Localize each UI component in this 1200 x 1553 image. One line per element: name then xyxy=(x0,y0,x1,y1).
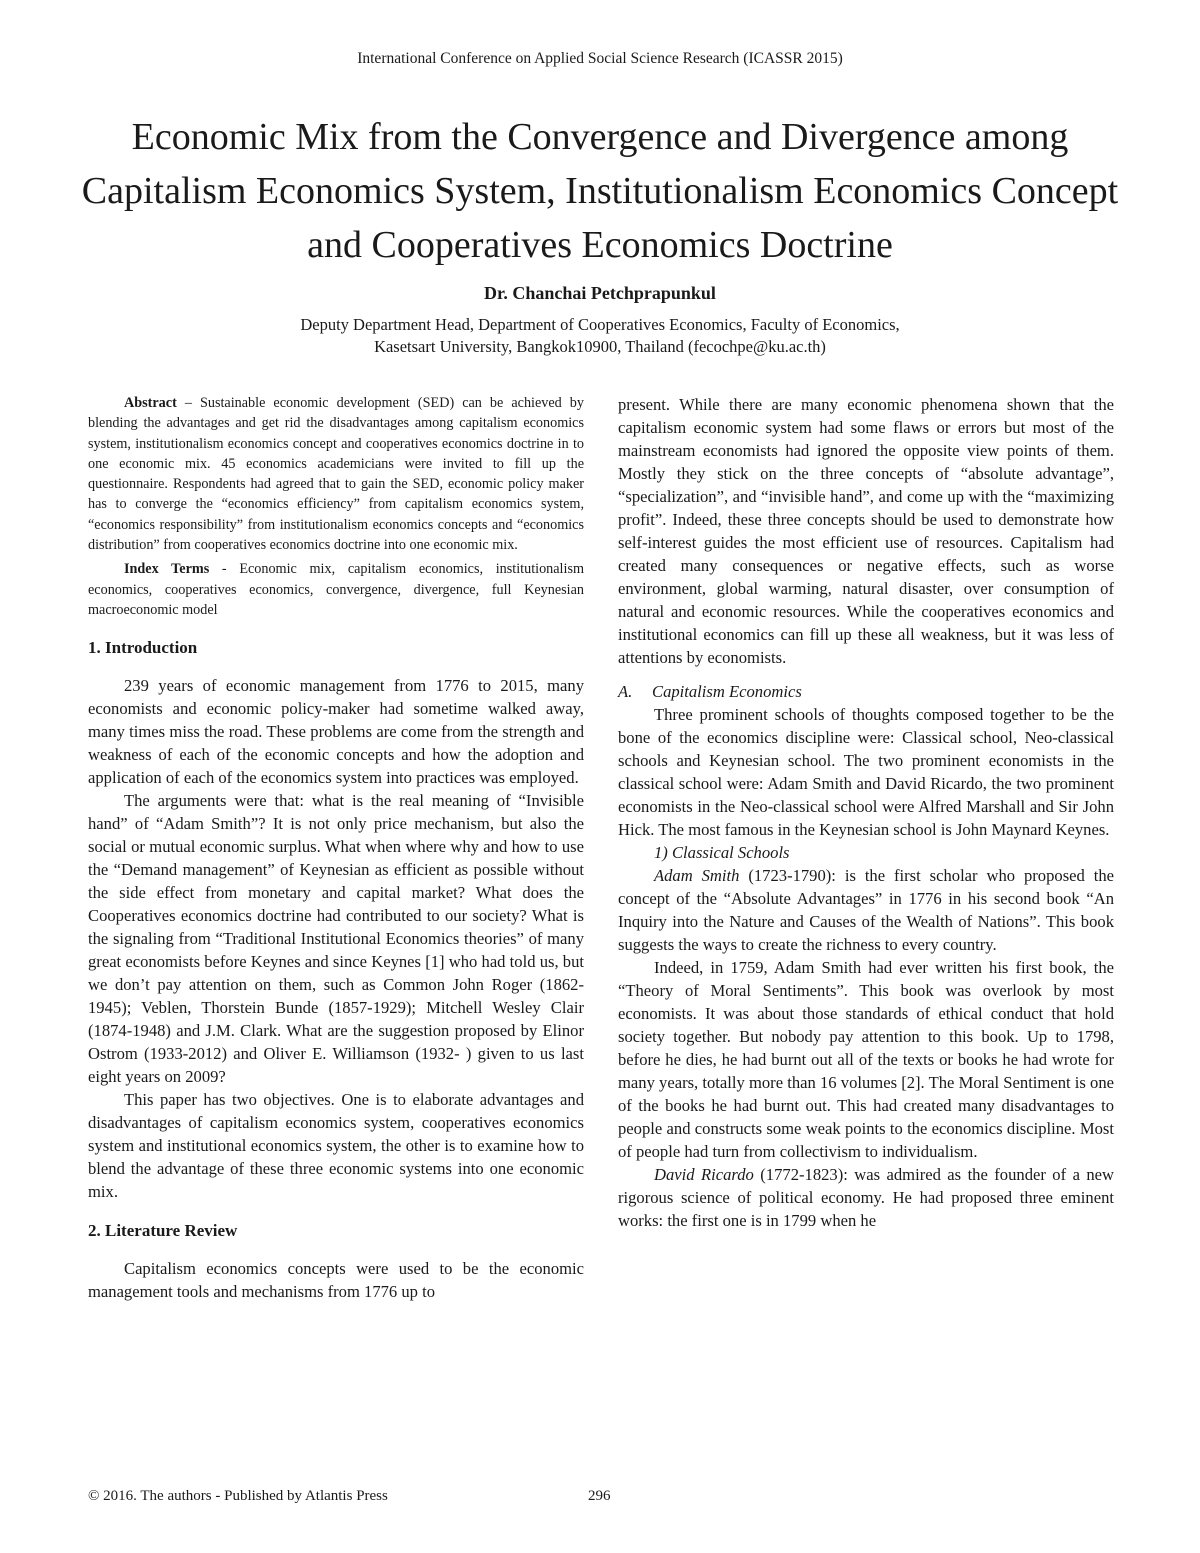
page-number: 296 xyxy=(588,1488,611,1504)
intro-paragraph-3: This paper has two objectives. One is to elaborate advantages and disadvantages of capitalism economics system, cooperatives economics system and institutional economics system, the other is to examine how to blend the advantage of these three economic systems into one economic mix. xyxy=(88,1090,584,1202)
capitalism-paragraph: Three prominent schools of thoughts composed together to be the bone of the economics discipline were: Classical school, Neo-classical schools and Keynesian school. The two prominent economists in the classical school were: Adam Smith and David Ricardo, the two prominent economists in the Neo-classical school were Alfred Marshall and Sir John Hick. The most famous in the Keynesian school is John Maynard Keynes. xyxy=(618,705,1114,839)
left-column xyxy=(88,393,584,1303)
author-name: Dr. Chanchai Petchprapunkul xyxy=(484,283,716,303)
adam-smith-paragraph-2: Indeed, in 1759, Adam Smith had ever written his first book, the “Theory of Moral Sentiments”. This book was overlook by most economists. It was about those standards of ethical conduct that hold society together. But nobody pay attention to this book. Up to 1798, before he dies, he had burnt out all of the texts or books he had wrote for many years, totally more than 16 volumes [2]. The Moral Sentiment is one of the books he had burnt out. This had created many disadvantages to people and constructs some weak points to the economics discipline. Most of people had turn from collectivism to individualism. xyxy=(618,958,1114,1161)
intro-paragraph-1: 239 years of economic management from 1776 to 2015, many economists and economic policy-maker had sometime walked away, many times miss the road. These problems are come from the strength and weakness of each of the economic concepts and how the adoption and application of each of the economics system into practices was employed. xyxy=(88,676,584,788)
index-terms xyxy=(88,559,584,620)
subsection-heading-capitalism xyxy=(618,680,1114,703)
abstract xyxy=(88,393,584,555)
david-ricardo-name: David Ricardo xyxy=(654,1165,754,1184)
section-heading-introduction: 1. Introduction xyxy=(88,638,198,658)
david-ricardo-paragraph xyxy=(618,1163,1114,1232)
index-terms-label: Index Terms xyxy=(124,561,210,578)
adam-smith-text: (1723-1790): is the first scholar who proposed the concept of the “Absolute Advantages” in 1776 in his second book “An Inquiry into the Nature and Causes of the Wealth of Nations”. This book suggests the ways to create the richness to every country. xyxy=(618,866,1114,954)
right-column xyxy=(618,393,1114,1232)
running-head: International Conference on Applied Social Science Research (ICASSR 2015) xyxy=(357,50,843,67)
abstract-label: Abstract xyxy=(124,395,177,411)
adam-smith-paragraph-1 xyxy=(618,864,1114,956)
right-paragraph-1: present. While there are many economic phenomena shown that the capitalism economic system had some flaws or errors but most of the mainstream economists had ignored the opposite view points of them. Mostly they stick on the three concepts of “absolute advantage”, “specialization”, and “invisible hand”, and come up with the “maximizing profit”. Indeed, these three concepts should be used to demonstrate how self-interest guides the most efficient use of resources. Capitalism had created many consequences or negative effects, such as worse environment, global warming, natural disaster, over consumption of natural and economic resources. While the cooperatives economics and institutional economics can fill up these all weakness, but it was less of attentions by economists. xyxy=(618,395,1114,667)
literature-paragraph-1: Capitalism economics concepts were used to be the economic management tools and mechanisms from 1776 up to xyxy=(88,1259,584,1302)
adam-smith-name: Adam Smith xyxy=(654,866,740,885)
affiliation-line-2: Kasetsart University, Bangkok10900, Thailand (fecochpe@ku.ac.th) xyxy=(374,337,826,356)
paper-title: Economic Mix from the Convergence and Divergence among Capitalism Economics System, Institutionalism Economics Concept and Cooperatives Economics Doctrine xyxy=(81,116,1119,266)
section-heading-literature-review: 2. Literature Review xyxy=(88,1221,238,1241)
affiliation-line-1: Deputy Department Head, Department of Cooperatives Economics, Faculty of Economics, xyxy=(300,315,900,334)
subsubsection-heading-classical: 1) Classical Schools xyxy=(654,843,790,862)
intro-paragraph-2: The arguments were that: what is the real meaning of “Invisible hand” of “Adam Smith”? It is not only price mechanism, but also the social or mutual economic surplus. What when where why and how to use the “Demand management” of Keynesian as efficient as possible without the side effect from monetary and capital market? What does the Cooperatives economics doctrine had contributed to our society? What is the signaling from “Traditional Institutional Economics theories” of many great economists before Keynes and since Keynes [1] who had told us, but we don’t pay attention on them, such as Common John Roger (1862-1945); Veblen, Thorstein Bunde (1857-1929); Mitchell Wesley Clair (1874-1948) and J.M. Clark. What are the suggestion proposed by Elinor Ostrom (1933-2012) and Oliver E. Williamson (1932- ) given to us last eight years on 2009? xyxy=(88,791,584,1087)
subsection-title: Capitalism Economics xyxy=(652,682,802,701)
subsection-letter: A. xyxy=(618,682,633,701)
index-terms-text: - Economic mix, capitalism economics, institutionalism economics, cooperatives economics, convergence, divergence, full Keynesian macroeconomic model xyxy=(88,561,585,618)
abstract-text: – Sustainable economic development (SED) can be achieved by blending the advantages and get rid the disadvantages among capitalism economics system, institutionalism economics concept and cooperatives economics doctrine in to one economic mix. 45 economics academicians were invited to fill up the questionnaire. Respondents had agreed that to gain the SED, economic policy maker has to converge the “economics efficiency” from capitalism economics system, “economics responsibility” from institutionalism economics concepts and “economics distribution” from cooperatives economics doctrine into one economic mix. xyxy=(88,395,584,554)
footer-copyright: © 2016. The authors - Published by Atlantis Press xyxy=(88,1488,388,1504)
author-affiliation xyxy=(0,314,1200,358)
david-ricardo-text: (1772-1823): was admired as the founder of a new rigorous science of political economy. He had proposed three eminent works: the first one is in 1799 when he xyxy=(618,1165,1115,1230)
